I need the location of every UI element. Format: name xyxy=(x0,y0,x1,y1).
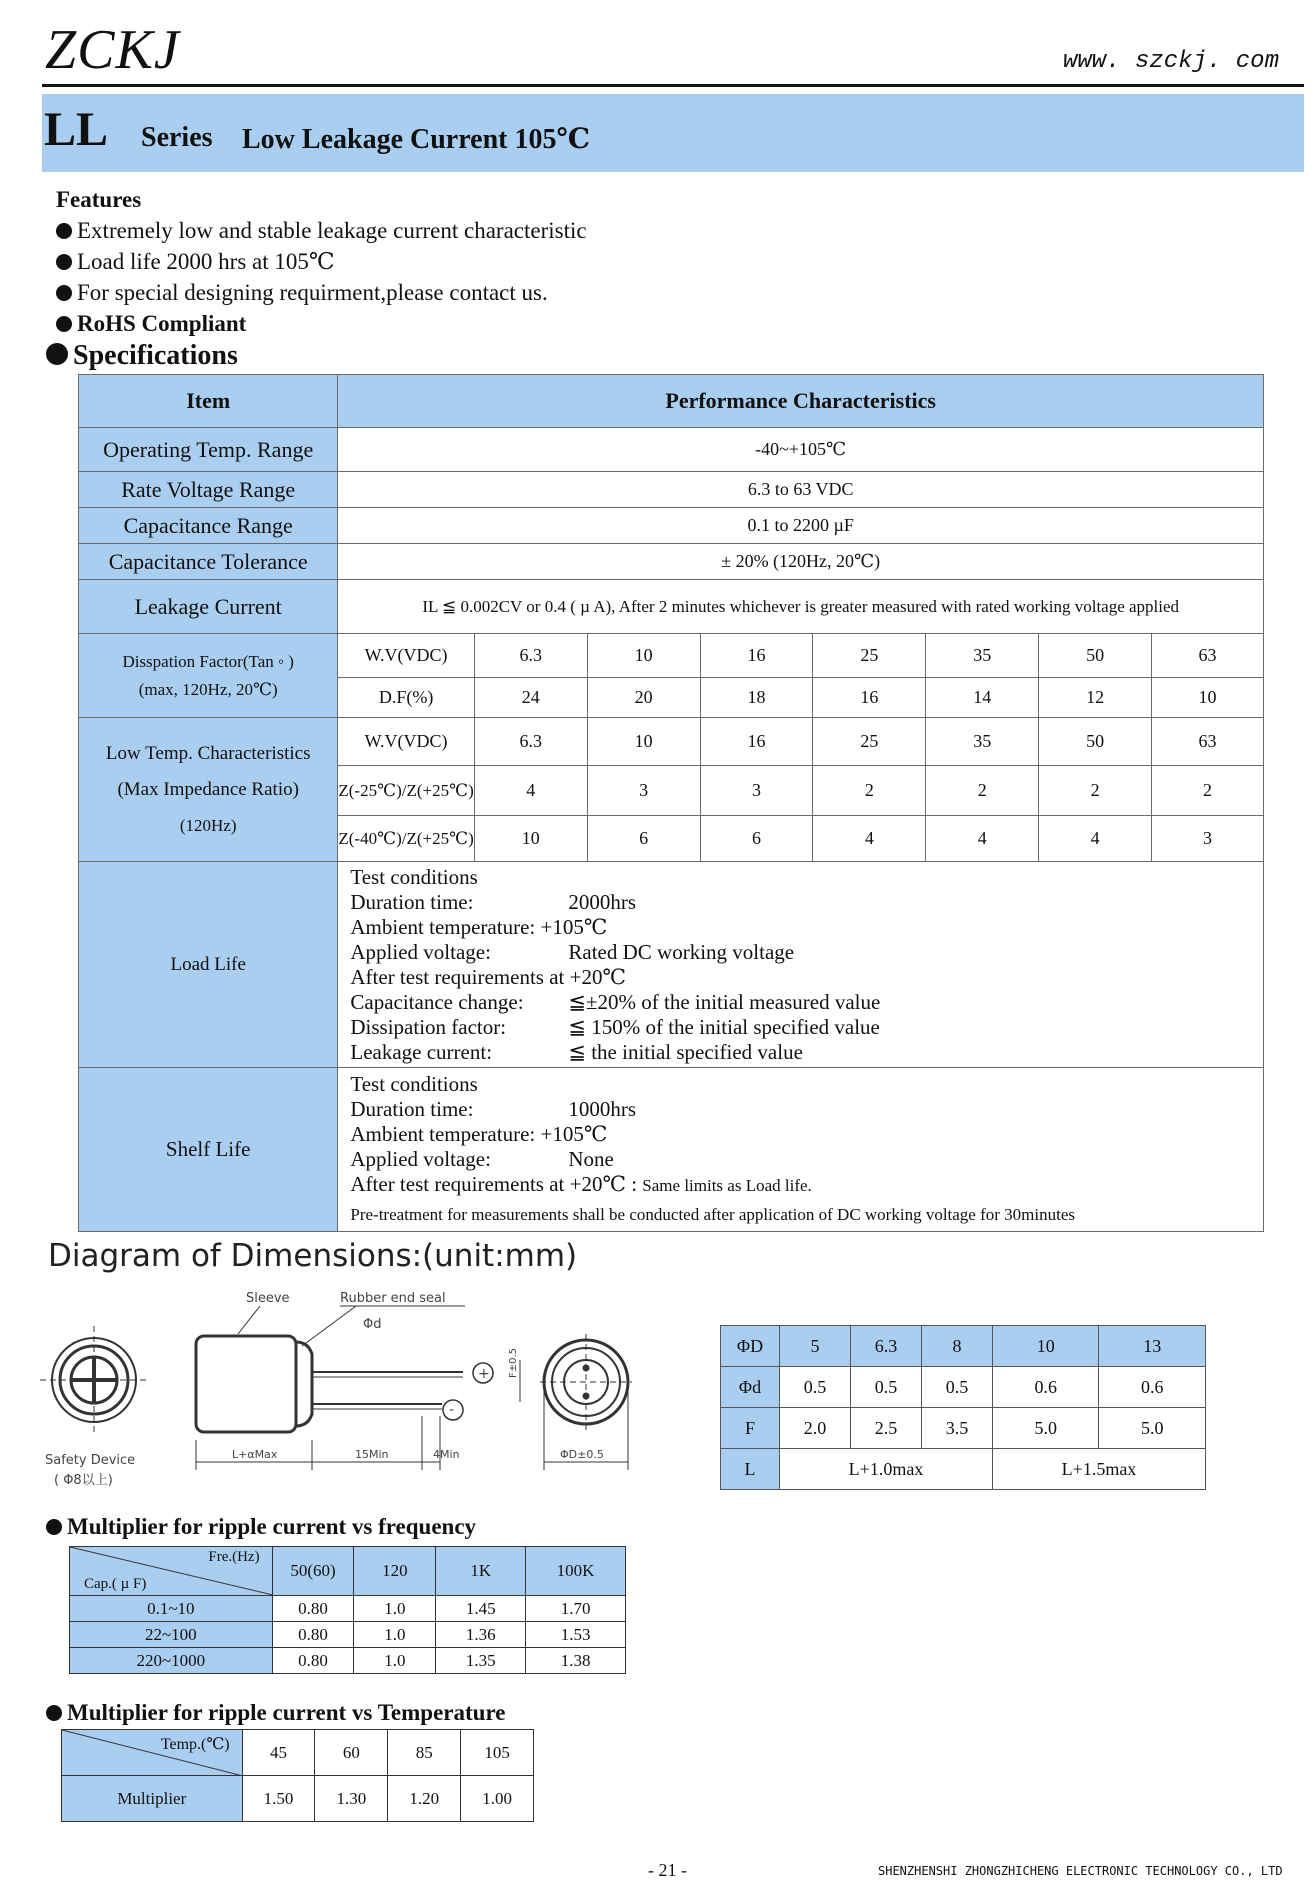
z40-cell: 4 xyxy=(813,816,926,862)
dimension-diagram xyxy=(40,1290,680,1495)
temp-header: 105 xyxy=(461,1730,534,1776)
z25-cell: 2 xyxy=(1152,766,1264,816)
table-row xyxy=(79,862,1264,1068)
wv-label: W.V(VDC) xyxy=(338,634,474,678)
cap-cell: 220~1000 xyxy=(70,1648,273,1674)
series-banner xyxy=(42,94,1304,172)
phid-cell: 0.6 xyxy=(992,1367,1098,1408)
df-cell: 14 xyxy=(926,678,1039,718)
table-row xyxy=(721,1326,1206,1367)
F-cell: 5.0 xyxy=(992,1408,1098,1449)
diameter-tol-label: ΦD±0.5 xyxy=(560,1448,604,1461)
phid-label: Φd xyxy=(721,1367,780,1408)
table-row xyxy=(79,472,1264,508)
z40-cell: 3 xyxy=(1152,816,1264,862)
z40-cell: 4 xyxy=(926,816,1039,862)
z25-label: Z(-25℃)/Z(+25℃) xyxy=(338,766,474,816)
z25-cell: 4 xyxy=(474,766,587,816)
multiplier-cell: 1.0 xyxy=(354,1622,436,1648)
phid-cell: 0.6 xyxy=(1099,1367,1206,1408)
table-row xyxy=(62,1776,534,1822)
table-row xyxy=(70,1622,626,1648)
capacitor-side-view xyxy=(196,1306,493,1470)
item-label: Rate Voltage Range xyxy=(79,472,338,508)
item-label: Operating Temp. Range xyxy=(79,428,338,472)
shelf-life-conditions: Test conditions Duration time: 1000hrs Ambient temperature: +105℃ Applied voltage: None After test requirements at +20℃ : Same limits as Load life. Pre-treatment for measurements shall be conducted after application of DC working voltage for 30minutes xyxy=(338,1068,1264,1232)
df-cell: 16 xyxy=(813,678,926,718)
multiplier-cell: 1.20 xyxy=(388,1776,461,1822)
cap-cell: 0.1~10 xyxy=(70,1596,273,1622)
F-cell: 3.5 xyxy=(921,1408,992,1449)
temp-header: 60 xyxy=(315,1730,388,1776)
cap-cell: 22~100 xyxy=(70,1622,273,1648)
multiplier-cell: 1.0 xyxy=(354,1648,436,1674)
safety-device-label: Safety Device xyxy=(45,1453,136,1468)
z40-cell: 4 xyxy=(1039,816,1152,862)
bullet-icon xyxy=(56,223,72,239)
series-title: Low Leakage Current 105℃ xyxy=(242,124,591,155)
bullet-icon xyxy=(56,254,72,270)
item-label: Capacitance Range xyxy=(79,508,338,544)
item-label: Leakage Current xyxy=(79,580,338,634)
wv-cell: 25 xyxy=(813,634,926,678)
plus-terminal-label: + xyxy=(478,1366,490,1382)
multiplier-label: Multiplier xyxy=(62,1776,243,1822)
temp-header: 85 xyxy=(388,1730,461,1776)
F-cell: 2.0 xyxy=(780,1408,851,1449)
shelf-life-label: Shelf Life xyxy=(79,1068,338,1232)
item-value: 6.3 to 63 VDC xyxy=(338,472,1264,508)
F-label: F xyxy=(721,1408,780,1449)
phiD-cell: 13 xyxy=(1099,1326,1206,1367)
freq-header: 50(60) xyxy=(272,1547,354,1596)
multiplier-cell: 1.00 xyxy=(461,1776,534,1822)
bullet-icon xyxy=(56,285,72,301)
ripple-frequency-heading: Multiplier for ripple current vs frequency xyxy=(46,1514,476,1540)
L-cell: L+1.5max xyxy=(992,1449,1205,1490)
multiplier-cell: 1.53 xyxy=(526,1622,626,1648)
item-value: IL ≦ 0.002CV or 0.4 ( µ A), After 2 minutes whichever is greater measured with rated working voltage applied xyxy=(338,580,1264,634)
df-cell: 24 xyxy=(474,678,587,718)
phid-cell: 0.5 xyxy=(780,1367,851,1408)
table-row xyxy=(79,634,1264,678)
wv-cell: 10 xyxy=(587,634,700,678)
df-cell: 10 xyxy=(1152,678,1264,718)
wv-cell: 35 xyxy=(926,634,1039,678)
wv-cell: 16 xyxy=(700,634,813,678)
F-cell: 5.0 xyxy=(1099,1408,1206,1449)
multiplier-cell: 0.80 xyxy=(272,1622,354,1648)
z40-label: Z(-40℃)/Z(+25℃) xyxy=(338,816,474,862)
z40-cell: 6 xyxy=(700,816,813,862)
multiplier-cell: 1.38 xyxy=(526,1648,626,1674)
dimensions-heading: Diagram of Dimensions:(unit:mm) xyxy=(48,1238,578,1274)
z25-cell: 2 xyxy=(813,766,926,816)
phiD-cell: 8 xyxy=(921,1326,992,1367)
corner-cell: Fre.(Hz) Cap.( µ F) xyxy=(70,1547,273,1596)
multiplier-cell: 1.0 xyxy=(354,1596,436,1622)
dimension-table xyxy=(720,1325,1206,1490)
z25-cell: 2 xyxy=(1039,766,1152,816)
wv-cell: 6.3 xyxy=(474,634,587,678)
item-value: 0.1 to 2200 µF xyxy=(338,508,1264,544)
L-cell: L+1.0max xyxy=(780,1449,993,1490)
df-cell: 18 xyxy=(700,678,813,718)
table-row xyxy=(79,718,1264,766)
corner-cell: Temp.(℃) xyxy=(62,1730,243,1776)
col-performance-header: Performance Characteristics xyxy=(338,375,1264,428)
multiplier-cell: 1.45 xyxy=(436,1596,526,1622)
feature-item: RoHS Compliant xyxy=(56,308,587,339)
table-row xyxy=(79,508,1264,544)
table-row xyxy=(62,1730,534,1776)
table-row xyxy=(70,1648,626,1674)
z25-cell: 2 xyxy=(926,766,1039,816)
item-label: Capacitance Tolerance xyxy=(79,544,338,580)
wv-cell: 50 xyxy=(1039,634,1152,678)
wv-cell: 25 xyxy=(813,718,926,766)
table-row xyxy=(79,544,1264,580)
load-life-conditions: Test conditions Duration time: 2000hrs Ambient temperature: +105℃ Applied voltage: Rated DC working voltage After test requirements at +20℃ Capacitance change: ≦±20% of the initial measured value Dissipation factor: ≦ 150% of the initial specified value Leakage current: ≦ the initial specified value xyxy=(338,862,1264,1068)
series-word: Series xyxy=(141,122,213,153)
pitch-tol-label: F±0.5 xyxy=(508,1347,519,1378)
lead-min-label: 15Min xyxy=(355,1448,389,1461)
z25-cell: 3 xyxy=(587,766,700,816)
df-cell: 12 xyxy=(1039,678,1152,718)
table-row xyxy=(721,1367,1206,1408)
rubber-seal-label: Rubber end seal xyxy=(340,1291,446,1306)
low-temp-label: Low Temp. Characteristics (Max Impedance Ratio) (120Hz) xyxy=(79,718,338,862)
F-cell: 2.5 xyxy=(850,1408,921,1449)
load-life-label: Load Life xyxy=(79,862,338,1068)
item-value: ± 20% (120Hz, 20℃) xyxy=(338,544,1264,580)
feature-item: For special designing requirment,please contact us. xyxy=(56,277,587,308)
freq-header: 120 xyxy=(354,1547,436,1596)
wv-label: W.V(VDC) xyxy=(338,718,474,766)
multiplier-cell: 0.80 xyxy=(272,1596,354,1622)
features-section xyxy=(56,184,587,339)
freq-header: 1K xyxy=(436,1547,526,1596)
multiplier-cell: 1.50 xyxy=(242,1776,315,1822)
lead-diameter-label: Φd xyxy=(363,1317,382,1332)
company-name: SHENZHENSHI ZHONGZHICHENG ELECTRONIC TECHNOLOGY CO., LTD xyxy=(878,1864,1283,1878)
spec-header-row xyxy=(79,375,1264,428)
table-row xyxy=(79,428,1264,472)
ripple-frequency-table xyxy=(69,1546,626,1674)
bullet-icon xyxy=(56,316,72,332)
z40-cell: 10 xyxy=(474,816,587,862)
series-code: LL xyxy=(44,103,109,156)
specifications-table xyxy=(78,374,1264,1232)
temp-header: 45 xyxy=(242,1730,315,1776)
company-logo: ZCKJ xyxy=(45,19,180,81)
multiplier-cell: 1.30 xyxy=(315,1776,388,1822)
wv-cell: 16 xyxy=(700,718,813,766)
bullet-icon xyxy=(46,1519,62,1535)
sleeve-label: Sleeve xyxy=(246,1291,290,1306)
df-row-label: D.F(%) xyxy=(338,678,474,718)
table-row xyxy=(70,1596,626,1622)
table-row xyxy=(721,1408,1206,1449)
page-number: - 21 - xyxy=(648,1860,687,1880)
header-rule xyxy=(42,84,1304,87)
col-item-header: Item xyxy=(79,375,338,428)
specifications-heading: Specifications xyxy=(46,340,238,372)
wv-cell: 10 xyxy=(587,718,700,766)
z40-cell: 6 xyxy=(587,816,700,862)
ripple-temperature-heading: Multiplier for ripple current vs Temperature xyxy=(46,1700,505,1726)
features-heading: Features xyxy=(56,187,142,212)
multiplier-cell: 1.36 xyxy=(436,1622,526,1648)
item-value: -40~+105℃ xyxy=(338,428,1264,472)
length-label: L+αMax xyxy=(232,1448,278,1461)
z25-cell: 3 xyxy=(700,766,813,816)
wv-cell: 6.3 xyxy=(474,718,587,766)
df-label: Disspation Factor(Tan ◦ ) (max, 120Hz, 20℃) xyxy=(79,634,338,718)
wv-cell: 50 xyxy=(1039,718,1152,766)
ripple-temperature-table xyxy=(61,1729,534,1822)
L-label: L xyxy=(721,1449,780,1490)
feature-item: Extremely low and stable leakage current characteristic xyxy=(56,215,587,246)
safety-note-label: ( Φ8以上) xyxy=(54,1473,113,1488)
phiD-cell: 6.3 xyxy=(850,1326,921,1367)
phid-cell: 0.5 xyxy=(850,1367,921,1408)
table-row xyxy=(70,1547,626,1596)
phid-cell: 0.5 xyxy=(921,1367,992,1408)
website-url[interactable]: www. szckj. com xyxy=(1062,48,1279,75)
feature-item: Load life 2000 hrs at 105℃ xyxy=(56,246,587,277)
freq-header: 100K xyxy=(526,1547,626,1596)
wv-cell: 63 xyxy=(1152,718,1264,766)
bullet-icon xyxy=(46,343,68,365)
phiD-cell: 5 xyxy=(780,1326,851,1367)
table-row xyxy=(79,1068,1264,1232)
minus-terminal-label: - xyxy=(449,1402,455,1418)
table-row xyxy=(79,580,1264,634)
multiplier-cell: 1.70 xyxy=(526,1596,626,1622)
wv-cell: 63 xyxy=(1152,634,1264,678)
lead-short-min-label: 4Min xyxy=(433,1448,460,1461)
df-cell: 20 xyxy=(587,678,700,718)
phiD-label: ΦD xyxy=(721,1326,780,1367)
safety-vent-view xyxy=(40,1326,148,1434)
phiD-cell: 10 xyxy=(992,1326,1098,1367)
wv-cell: 35 xyxy=(926,718,1039,766)
multiplier-cell: 1.35 xyxy=(436,1648,526,1674)
table-row xyxy=(721,1449,1206,1490)
multiplier-cell: 0.80 xyxy=(272,1648,354,1674)
bullet-icon xyxy=(46,1705,62,1721)
